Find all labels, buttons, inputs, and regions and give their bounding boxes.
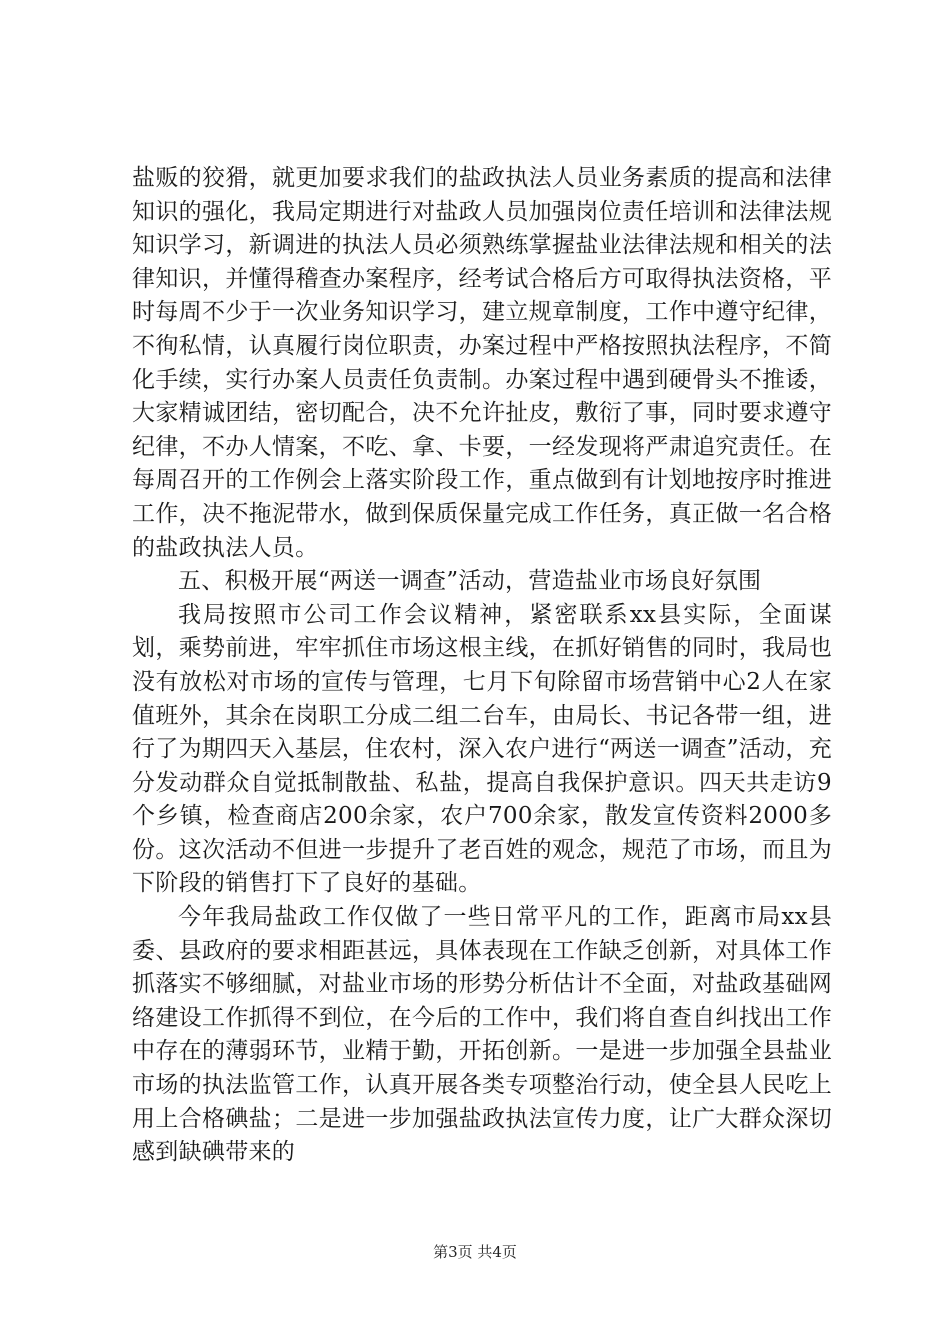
page-footer: 第3页 共4页 bbox=[433, 1243, 517, 1261]
section-heading-five: 五、积极开展“两送一调查”活动，营造盐业市场良好氛围 bbox=[178, 568, 762, 595]
paragraph-enforcement-training: 盐贩的狡猾，就更加要求我们的盐政执法人员业务素质的提高和法律知识的强化，我局定期进行对盐政人员加强岗位责任培训和法律法规知识学习，新调进的执法人员必须熟练掌握盐业法律法规和相关的法律知识，并懂得稽查办案程序，经考试合格后方可取得执法资格，平时每周不少于一次业务知识学习，建立规章制度，工作中遵守纪律，不徇私情，认真履行岗位职责，办案过程中严格按照执法程序，不简化手续，实行办案人员责任负责制。办案过程中遇到硬骨头不推诿，大家精诚团结，密切配合，决不允许扯皮，敷衍了事，同时要求遵守纪律，不办人情案，不吃、拿、卡要，一经发现将严肃追究责任。在每周召开的工作例会上落实阶段工作，重点做到有计划地按序时推进工作，决不拖泥带水，做到保质保量完成工作任务，真正做一名合格的盐政执法人员。 bbox=[132, 165, 832, 561]
document-body bbox=[132, 162, 832, 1170]
paragraph-summary: 今年我局盐政工作仅做了一些日常平凡的工作，距离市局xx县委、县政府的要求相距甚远，具体表现在工作缺乏创新，对具体工作抓落实不够细腻，对盐业市场的形势分析估计不全面，对盐政基础网络建设工作抓得不到位，在今后的工作中，我们将自查自纠找出工作中存在的薄弱环节，业精于勤，开拓创新。一是进一步加强全县盐业市场的执法监管工作，认真开展各类专项整治行动，使全县人民吃上用上合格碘盐；二是进一步加强盐政执法宣传力度，让广大群众深切感到缺碘带来的 bbox=[132, 904, 832, 1166]
paragraph-campaign: 我局按照市公司工作会议精神，紧密联系xx县实际，全面谋划，乘势前进，牢牢抓住市场这根主线，在抓好销售的同时，我局也没有放松对市场的宣传与管理，七月下旬除留市场营销中心2人在家值班外，其余在岗职工分成二组二台车，由局长、书记各带一组，进行了为期四天入基层，住农村，深入农户进行“两送一调查”活动，充分发动群众自觉抵制散盐、私盐，提高自我保护意识。四天共走访9个乡镇，检查商店200余家，农户700余家，散发宣传资料2000多份。这次活动不但进一步提升了老百姓的观念，规范了市场，而且为下阶段的销售打下了良好的基础。 bbox=[132, 601, 832, 897]
